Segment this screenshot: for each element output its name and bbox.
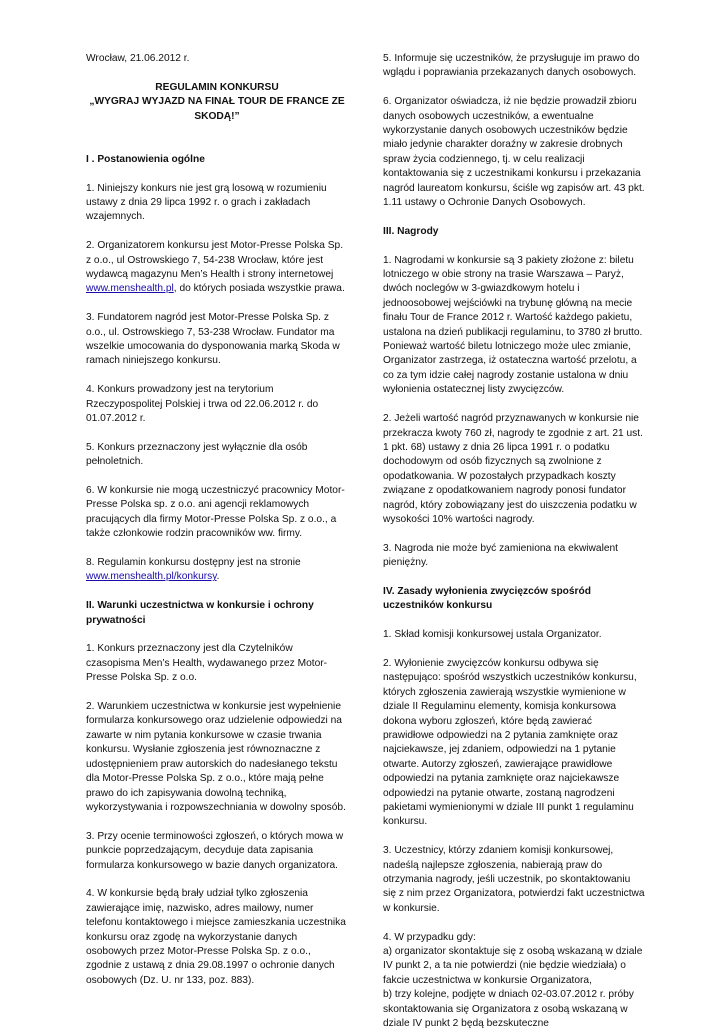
section-4-paragraph-3: 3. Uczestnicy, którzy zdaniem komisji konkursowej, nadeślą najlepsze zgłoszenia, nabierają praw do otrzymania nagrody, jeśli uczestnik, po skontaktowaniu się z nim przez Organizatora, potwierdzi fakt uczestnictwa w konkursie.	[383, 845, 645, 914]
section-1-paragraph-5: 5. Konkurs przeznaczony jest wyłącznie dla osób pełnoletnich.	[86, 441, 308, 468]
section-4-paragraph-1: 1. Skład komisji konkursowej ustala Organizator.	[383, 629, 602, 641]
konkursy-link[interactable]: www.menshealth.pl/konkursy	[86, 571, 217, 583]
left-column	[86, 52, 348, 1003]
section-3-paragraph-2: 2. Jeżeli wartość nagród przyznawanych w konkursie nie przekracza kwoty 760 zł, nagrody te zgodnie z art. 21 ust. 1 pkt. 68) ustawy z dnia 26 lipca 1991 r. o podatku dochodowym od osób fizycznych są zwolnione z opodatkowania. W pozostałych przypadkach koszty związane z opodatkowaniem nagrody ponosi fundator nagród, który zobowiązany jest do uiszczenia podatku w wysokości 10% wartości nagrody.	[383, 413, 643, 525]
section-1-paragraph-8	[86, 556, 348, 585]
paragraph-text: 2. Organizatorem konkursu jest Motor-Presse Polska Sp. z o.o., ul Ostrowskiego 7, 54-238 Wrocław, które jest wydawcą magazynu Men’s Health i strony internetowej	[86, 240, 344, 281]
section-4-paragraph-4	[383, 931, 645, 1031]
section-2-heading: II. Warunki uczestnictwa w konkursie i ochrony prywatności	[86, 600, 314, 626]
section-2-paragraph-2: 2. Warunkiem uczestnictwa w konkursie jest wypełnienie formularza konkursowego oraz udzielenie odpowiedzi na zawarte w nim pytania konkursowe w czasie trwania konkursu. Wysłanie zgłoszenia jest równoznaczne z udostępnieniem praw autorskich do nadesłanego tekstu dla Motor-Presse Polska Sp. z o.o., które mają pełne prawo do ich zapisywania dowolną techniką, wykorzystywania i rozpowszechniania w dowolny sposób.	[86, 701, 346, 813]
section-2-paragraph-5: 5. Informuje się uczestników, że przysługuje im prawo do wglądu i poprawiania przekazanych danych osobowych.	[383, 53, 640, 79]
section-3-paragraph-1: 1. Nagrodami w konkursie są 3 pakiety złożone z: biletu lotniczego w obie strony na trasie Warszawa – Paryż, dwóch noclegów w 3-gwiazdkowym hotelu i jednoosobowej wejściówki na trybunę główną na mecie finału Tour de France 2012 r. Wartość każdego pakietu, ustalona na dzień publikacji regulaminu, to 3780 zł brutto. Ponieważ wartość biletu lotniczego może ulec zmianie, Organizator zastrzega, iż ostateczna wartość przelotu, a co za tym idzie całej nagrody zostanie ustalona w dniu wyłonienia ostatecznej listy zwycięzców.	[383, 254, 643, 396]
document-date: Wrocław, 21.06.2012 r.	[86, 53, 190, 64]
section-2-paragraph-1: 1. Konkurs przeznaczony jest dla Czytelników czasopisma Men’s Health, wydawanego przez Motor-Presse Polska Sp. z o.o.	[86, 643, 328, 684]
menshealth-link[interactable]: www.menshealth.pl	[86, 283, 174, 295]
section-1-paragraph-1: 1. Niniejszy konkurs nie jest grą losową w rozumieniu ustawy z dnia 29 lipca 1992 r. o grach i zakładach wzajemnych.	[86, 182, 327, 223]
list-item-a: a) organizator skontaktuje się z osobą wskazaną w dziale IV punkt 2, a ta nie potwierdzi (nie będzie wiedziała) o fakcie uczestnictwa w konkursie Organizatora,	[383, 946, 643, 986]
section-4-paragraph-2: 2. Wyłonienie zwycięzców konkursu odbywa się następująco: spośród wszystkich uczestników konkursu, których zgłoszenia zawierają wszystkie wymienione w dziale II Regulaminu elementy, komisja konkursowa dokona wyboru zgłoszeń, które będą zawierać prawidłowe odpowiedzi na 2 pytania zamknięte oraz najciekawsze, jej zdaniem, odpowiedzi na 1 pytanie otwarte. Autorzy zgłoszeń, zawierające prawidłowe odpowiedzi na pytania zamknięte oraz najciekawsze odpowiedzi na pytanie otwarte, zostaną nagrodzeni pakietami wymienionymi w dziale III punkt 1 regulaminu konkursu.	[383, 657, 637, 828]
section-1-paragraph-4: 4. Konkurs prowadzony jest na terytorium Rzeczypospolitej Polskiej i trwa od 22.06.2012 r. do 01.07.2012 r.	[86, 384, 319, 425]
section-1-paragraph-3: 3. Fundatorem nagród jest Motor-Presse Polska Sp. z o.o., ul. Ostrowskiego 7, 53-238 Wrocław. Fundator ma wszelkie umocowania do dysponowania marką Skoda w ramach niniejszego konkursu.	[86, 312, 340, 367]
section-1-paragraph-6: 6. W konkursie nie mogą uczestniczyć pracownicy Motor-Presse Polska sp. z o.o. ani agencji reklamowych pracujących dla firmy Motor-Presse Polska Sp. z o.o., a także członkowie rodzin pracowników ww. firmy.	[86, 485, 345, 540]
section-1-heading: I . Postanowienia ogólne	[86, 153, 205, 165]
section-2-paragraph-3: 3. Przy ocenie terminowości zgłoszeń, o których mowa w punkcie poprzedzającym, decyduje data zapisania formularza konkursowego w bazie danych organizatora.	[86, 830, 344, 871]
section-2-paragraph-6: 6. Organizator oświadcza, iż nie będzie prowadził zbioru danych osobowych uczestników, a ewentualne wykorzystanie danych osobowych uczestników będzie miało jedynie charakter doraźny w zakresie drobnych spraw życia codziennego, tj. w celu realizacji kontaktowania się z uczestnikami konkursu i przekazania nagród laureatom konkursu, ściśle wg zapisów art. 43 pkt. 1.11 ustawy o Ochronie Danych Osobowych.	[383, 96, 645, 209]
title-line-2: „WYGRAJ WYJAZD NA FINAŁ TOUR DE FRANCE ZE SKODĄ!”	[89, 96, 345, 122]
section-4-heading: IV. Zasady wyłonienia zwycięzców spośród uczestników konkursu	[383, 585, 591, 612]
list-item-b: b) trzy kolejne, podjęte w dniach 02-03.07.2012 r. próby skontaktowania się Organizatora z osobą wskazaną w dziale IV punkt 2 będą bezskuteczne	[383, 989, 634, 1030]
document-title	[86, 81, 348, 124]
paragraph-text: 8. Regulamin konkursu dostępny jest na stronie	[86, 557, 301, 569]
spacer	[86, 138, 348, 152]
paragraph-text: , do których posiada wszystkie prawa.	[173, 283, 345, 295]
title-line-1: REGULAMIN KONKURSU	[155, 81, 279, 93]
list-intro: 4. W przypadku gdy:	[383, 931, 476, 943]
paragraph-text: .	[216, 571, 220, 583]
section-3-heading: III. Nagrody	[383, 225, 439, 237]
section-2-paragraph-4: 4. W konkursie będą brały udział tylko zgłoszenia zawierające imię, nazwisko, adres mailowy, numer telefonu kontaktowego i miejsce zamieszkania uczestnika konkursu oraz zgodę na wykorzystanie danych osobowych przez Motor-Presse Polska Sp. z o.o., zgodnie z ustawą z dnia 29.08.1997 o ochronie danych osobowych (Dz. U. nr 133, poz. 883).	[86, 888, 346, 986]
section-1-paragraph-2	[86, 239, 348, 297]
right-column	[383, 52, 645, 1031]
section-3-paragraph-3: 3. Nagroda nie może być zamieniona na ekwiwalent pieniężny.	[383, 542, 619, 569]
